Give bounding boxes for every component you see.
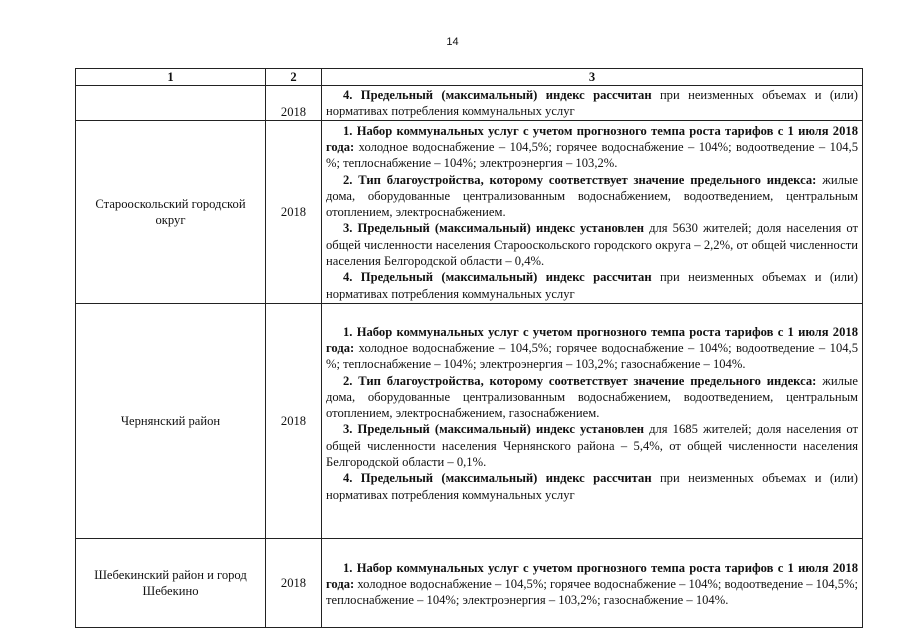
tariff-index-table: [75, 68, 863, 628]
paragraph-heading: 3. Предельный (максимальный) индекс установлен: [343, 221, 644, 236]
paragraph-1: [326, 324, 858, 373]
paragraph-2: [326, 172, 858, 221]
column-header-1: 1: [76, 69, 266, 86]
paragraph-text: холодное водоснабжение – 104,5%; горячее водоснабжение – 104%; водоотведение – 104,5 %; теплоснабжение – 104%; электроэнергия – 103,2%.: [326, 139, 858, 171]
description-cell: [322, 86, 863, 121]
paragraph-heading: 4. Предельный (максимальный) индекс рассчитан: [343, 88, 652, 102]
table-header-row: [76, 69, 863, 86]
paragraph-heading: 1. Набор коммунальных услуг с учетом прогнозного темпа роста тарифов с 1 июля 2018 года:: [326, 560, 858, 592]
paragraph-4: [326, 470, 858, 503]
column-header-3: 3: [322, 69, 863, 86]
paragraph-1: [326, 123, 858, 172]
region-cell: Старооскольский городской округ: [76, 121, 266, 304]
table-row: [76, 121, 863, 304]
year-cell: 2018: [266, 86, 322, 121]
paragraph-heading: 2. Тип благоустройства, которому соответствует значение предельного индекса:: [343, 373, 817, 388]
region-cell: Чернянский район: [76, 304, 266, 539]
description-cell: [322, 539, 863, 628]
table-row: [76, 539, 863, 628]
paragraph-heading: 3. Предельный (максимальный) индекс установлен: [343, 422, 644, 437]
paragraph-text: для 1685 жителей; доля населения от общей численности населения Чернянского района – 5,4%, от общей численности населения Белгородской области – 0,1%.: [326, 422, 858, 470]
table-row: [76, 304, 863, 539]
description-cell: [322, 121, 863, 304]
region-cell: [76, 86, 266, 121]
paragraph-4: [326, 269, 858, 302]
paragraph-text: холодное водоснабжение – 104,5%; горячее водоснабжение – 104%; водоотведение – 104,5%; теплоснабжение – 104%; электроэнергия – 103,2%; газоснабжение – 104%.: [326, 577, 858, 608]
paragraph-text: для 5630 жителей; доля населения от общей численности населения Старооскольского городского округа – 2,2%, от общей численности населения Белгородской области – 0,4%.: [326, 221, 858, 269]
region-cell: Шебекинский район и город Шебекино: [76, 539, 266, 628]
paragraph-heading: 1. Набор коммунальных услуг с учетом прогнозного темпа роста тарифов с 1 июля 2018 года:: [326, 324, 858, 355]
paragraph-1: [326, 560, 858, 609]
paragraph-text: жилые дома, оборудованные централизованным водоснабжением, водоотведением, центральным отоплением, электроснабжением.: [326, 172, 858, 220]
year-cell: 2018: [266, 539, 322, 628]
paragraph-text: холодное водоснабжение – 104,5%; горячее водоснабжение – 104%; водоотведение – 104,5 %; теплоснабжение – 104%; электроэнергия – 103,2%; газоснабжение – 104%.: [326, 340, 858, 372]
paragraph-text: при неизменных объемах и (или) нормативах потребления коммунальных услуг: [326, 471, 858, 502]
table-row: [76, 86, 863, 121]
column-header-2: 2: [266, 69, 322, 86]
year-cell: 2018: [266, 121, 322, 304]
paragraph-text: при неизменных объемах и (или) нормативах потребления коммунальных услуг: [326, 88, 858, 119]
paragraph-text: при неизменных объемах и (или) нормативах потребления коммунальных услуг: [326, 270, 858, 301]
paragraph-2: [326, 373, 858, 422]
paragraph-3: [326, 220, 858, 269]
description-cell: [322, 304, 863, 539]
page-number: 14: [446, 36, 459, 48]
year-cell: 2018: [266, 304, 322, 539]
paragraph-heading: 2. Тип благоустройства, которому соответствует значение предельного индекса:: [343, 172, 817, 187]
paragraph-text: жилые дома, оборудованные централизованным водоснабжением, водоотведением, центральным отоплением, электроснабжением, газоснабжением.: [326, 373, 858, 421]
paragraph-heading: 4. Предельный (максимальный) индекс рассчитан: [343, 471, 652, 486]
paragraph-heading: 1. Набор коммунальных услуг с учетом прогнозного темпа роста тарифов с 1 июля 2018 года:: [326, 123, 858, 154]
paragraph-3: [326, 421, 858, 470]
paragraph-heading: 4. Предельный (максимальный) индекс рассчитан: [343, 270, 652, 285]
paragraph-4: [326, 87, 858, 120]
